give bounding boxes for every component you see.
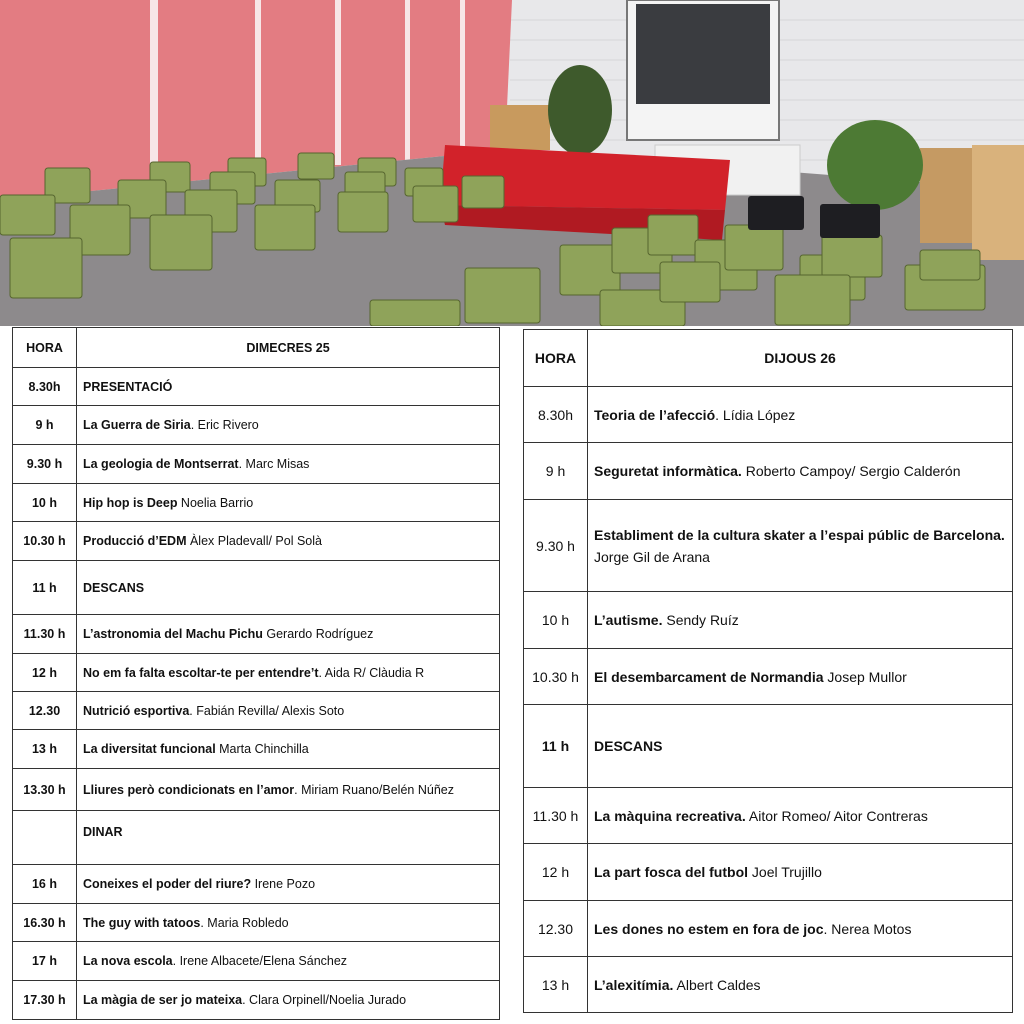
row-hour: 12 h (524, 844, 588, 901)
header-hour: HORA (524, 330, 588, 387)
talk-speakers: . Lídia López (715, 406, 796, 423)
row-hour: 9.30 h (524, 500, 588, 592)
talk-title: DINAR (83, 825, 123, 839)
table-row (524, 844, 1013, 901)
table-row (13, 769, 500, 811)
table-row (13, 942, 500, 981)
talk-title: Seguretat informàtica. (594, 463, 742, 479)
talk-title: Producció d’EDM (83, 534, 187, 548)
talk-speakers: . Eric Rivero (190, 418, 259, 432)
talk-speakers: Jorge Gil de Arana (594, 548, 710, 565)
row-talk (77, 406, 500, 445)
talk-title: Lliures però condicionats en l’amor (83, 782, 295, 797)
talk-title: The guy with tatoos (83, 915, 201, 930)
talk-title: La geologia de Montserrat (83, 457, 239, 471)
row-talk (77, 730, 500, 769)
talk-title: La part fosca del futbol (594, 864, 749, 880)
talk-title: La diversitat funcional (83, 742, 216, 756)
table-row (524, 387, 1013, 443)
table-row (524, 788, 1013, 844)
row-hour: 11 h (13, 561, 77, 615)
row-talk (77, 981, 500, 1020)
row-hour: 9 h (13, 406, 77, 445)
talk-title: El desembarcament de Normandia (594, 668, 824, 685)
table-row (524, 443, 1013, 500)
talk-title: La nova escola (83, 954, 173, 968)
table-row (524, 649, 1013, 705)
row-hour: 8.30h (524, 387, 588, 443)
talk-speakers: . Clara Orpinell/Noelia Jurado (242, 993, 407, 1007)
talk-title: La Guerra de Siria (83, 418, 191, 432)
talk-speakers: Roberto Campoy/ Sergio Calderón (741, 463, 961, 479)
talk-speakers: . Maria Robledo (200, 915, 289, 930)
row-talk (588, 844, 1013, 901)
talk-speakers: Aitor Romeo/ Aitor Contreras (745, 807, 928, 824)
talk-speakers: . Fabián Revilla/ Alexis Soto (189, 703, 345, 718)
talk-title: Nutrició esportiva (83, 703, 190, 718)
row-talk (77, 368, 500, 406)
talk-title: Teoria de l’afecció (594, 406, 716, 423)
header-day: DIJOUS 26 (588, 330, 1013, 387)
table-row (13, 445, 500, 484)
header-hour: HORA (13, 328, 77, 368)
talk-title: Les dones no estem en fora de joc (594, 920, 824, 937)
talk-speakers: Irene Pozo (251, 877, 316, 891)
row-talk (588, 788, 1013, 844)
row-hour: 13 h (13, 730, 77, 769)
row-talk (77, 692, 500, 730)
talk-title: DESCANS (83, 580, 145, 595)
talk-title: La màquina recreativa. (594, 807, 746, 824)
row-talk (77, 904, 500, 942)
row-hour: 12.30 (13, 692, 77, 730)
talk-title: L’astronomia del Machu Pichu (83, 627, 263, 641)
talk-title: L’autisme. (594, 612, 663, 628)
row-hour: 9 h (524, 443, 588, 500)
talk-speakers: . Irene Albacete/Elena Sánchez (172, 954, 348, 968)
table-row (13, 561, 500, 615)
row-hour: 17 h (13, 942, 77, 981)
table-row (524, 705, 1013, 788)
schedule-table-wednesday (12, 327, 500, 1020)
talk-title: Hip hop is Deep (83, 495, 178, 510)
row-talk (77, 769, 500, 811)
row-hour: 13.30 h (13, 769, 77, 811)
row-hour: 12.30 (524, 901, 588, 957)
row-talk (588, 387, 1013, 443)
row-talk (588, 705, 1013, 788)
row-talk (588, 500, 1013, 592)
table-row (524, 500, 1013, 592)
row-talk (588, 901, 1013, 957)
talk-speakers: Marta Chinchilla (215, 742, 309, 756)
row-talk (588, 957, 1013, 1013)
table-row (524, 592, 1013, 649)
row-hour: 16 h (13, 865, 77, 904)
talk-title: No em fa falta escoltar-te per entendre’t (83, 665, 319, 680)
row-hour: 11.30 h (13, 615, 77, 654)
row-talk (77, 811, 500, 865)
row-hour: 10.30 h (524, 649, 588, 705)
table-row (13, 692, 500, 730)
talk-speakers: Sendy Ruíz (662, 612, 739, 628)
row-talk (588, 649, 1013, 705)
talk-title: L’alexitímia. (594, 976, 674, 993)
table-row (13, 865, 500, 904)
talk-speakers: . Miriam Ruano/Belén Núñez (294, 782, 454, 797)
classroom-photo-icon (0, 0, 1024, 326)
row-talk (77, 445, 500, 484)
row-talk (77, 615, 500, 654)
row-talk (588, 592, 1013, 649)
row-talk (588, 443, 1013, 500)
row-hour: 17.30 h (13, 981, 77, 1020)
table-row (524, 957, 1013, 1013)
schedule-table-thursday (523, 329, 1013, 1013)
row-talk (77, 865, 500, 904)
table-row (13, 730, 500, 769)
row-hour: 10 h (524, 592, 588, 649)
talk-speakers: . Marc Misas (238, 457, 310, 471)
row-hour: 11 h (524, 705, 588, 788)
row-talk (77, 522, 500, 561)
talk-title: La màgia de ser jo mateixa (83, 993, 243, 1007)
row-hour: 9.30 h (13, 445, 77, 484)
talk-speakers: . Aida R/ Clàudia R (318, 665, 425, 680)
table-row (524, 901, 1013, 957)
table-row (13, 811, 500, 865)
talk-speakers: Gerardo Rodríguez (262, 627, 374, 641)
table-row (13, 904, 500, 942)
row-hour: 10 h (13, 484, 77, 522)
talk-title: Establiment de la cultura skater a l’espai públic de Barcelona. (594, 526, 1005, 543)
table-row (13, 368, 500, 406)
table-header-row (524, 330, 1013, 387)
talk-speakers: Àlex Pladevall/ Pol Solà (186, 534, 322, 548)
table-row (13, 615, 500, 654)
row-hour: 16.30 h (13, 904, 77, 942)
table-row (13, 654, 500, 692)
row-hour (13, 811, 77, 865)
table-header-row (13, 328, 500, 368)
talk-speakers: Joel Trujillo (748, 864, 822, 880)
table-row (13, 981, 500, 1020)
talk-title: PRESENTACIÓ (83, 379, 173, 394)
row-hour: 12 h (13, 654, 77, 692)
talk-speakers: . Nerea Motos (823, 920, 912, 937)
row-talk (77, 654, 500, 692)
talk-speakers: Josep Mullor (823, 668, 907, 685)
table-row (13, 484, 500, 522)
header-day: DIMECRES 25 (77, 328, 500, 368)
row-talk (77, 484, 500, 522)
talk-speakers: Noelia Barrio (177, 495, 254, 510)
talk-title: Coneixes el poder del riure? (83, 877, 252, 891)
row-hour: 13 h (524, 957, 588, 1013)
row-talk (77, 561, 500, 615)
row-talk (77, 942, 500, 981)
row-hour: 10.30 h (13, 522, 77, 561)
talk-speakers: Albert Caldes (673, 976, 761, 993)
row-hour: 8.30h (13, 368, 77, 406)
classroom-photo (0, 0, 1024, 326)
talk-title: DESCANS (594, 738, 663, 754)
table-row (13, 406, 500, 445)
table-row (13, 522, 500, 561)
row-hour: 11.30 h (524, 788, 588, 844)
